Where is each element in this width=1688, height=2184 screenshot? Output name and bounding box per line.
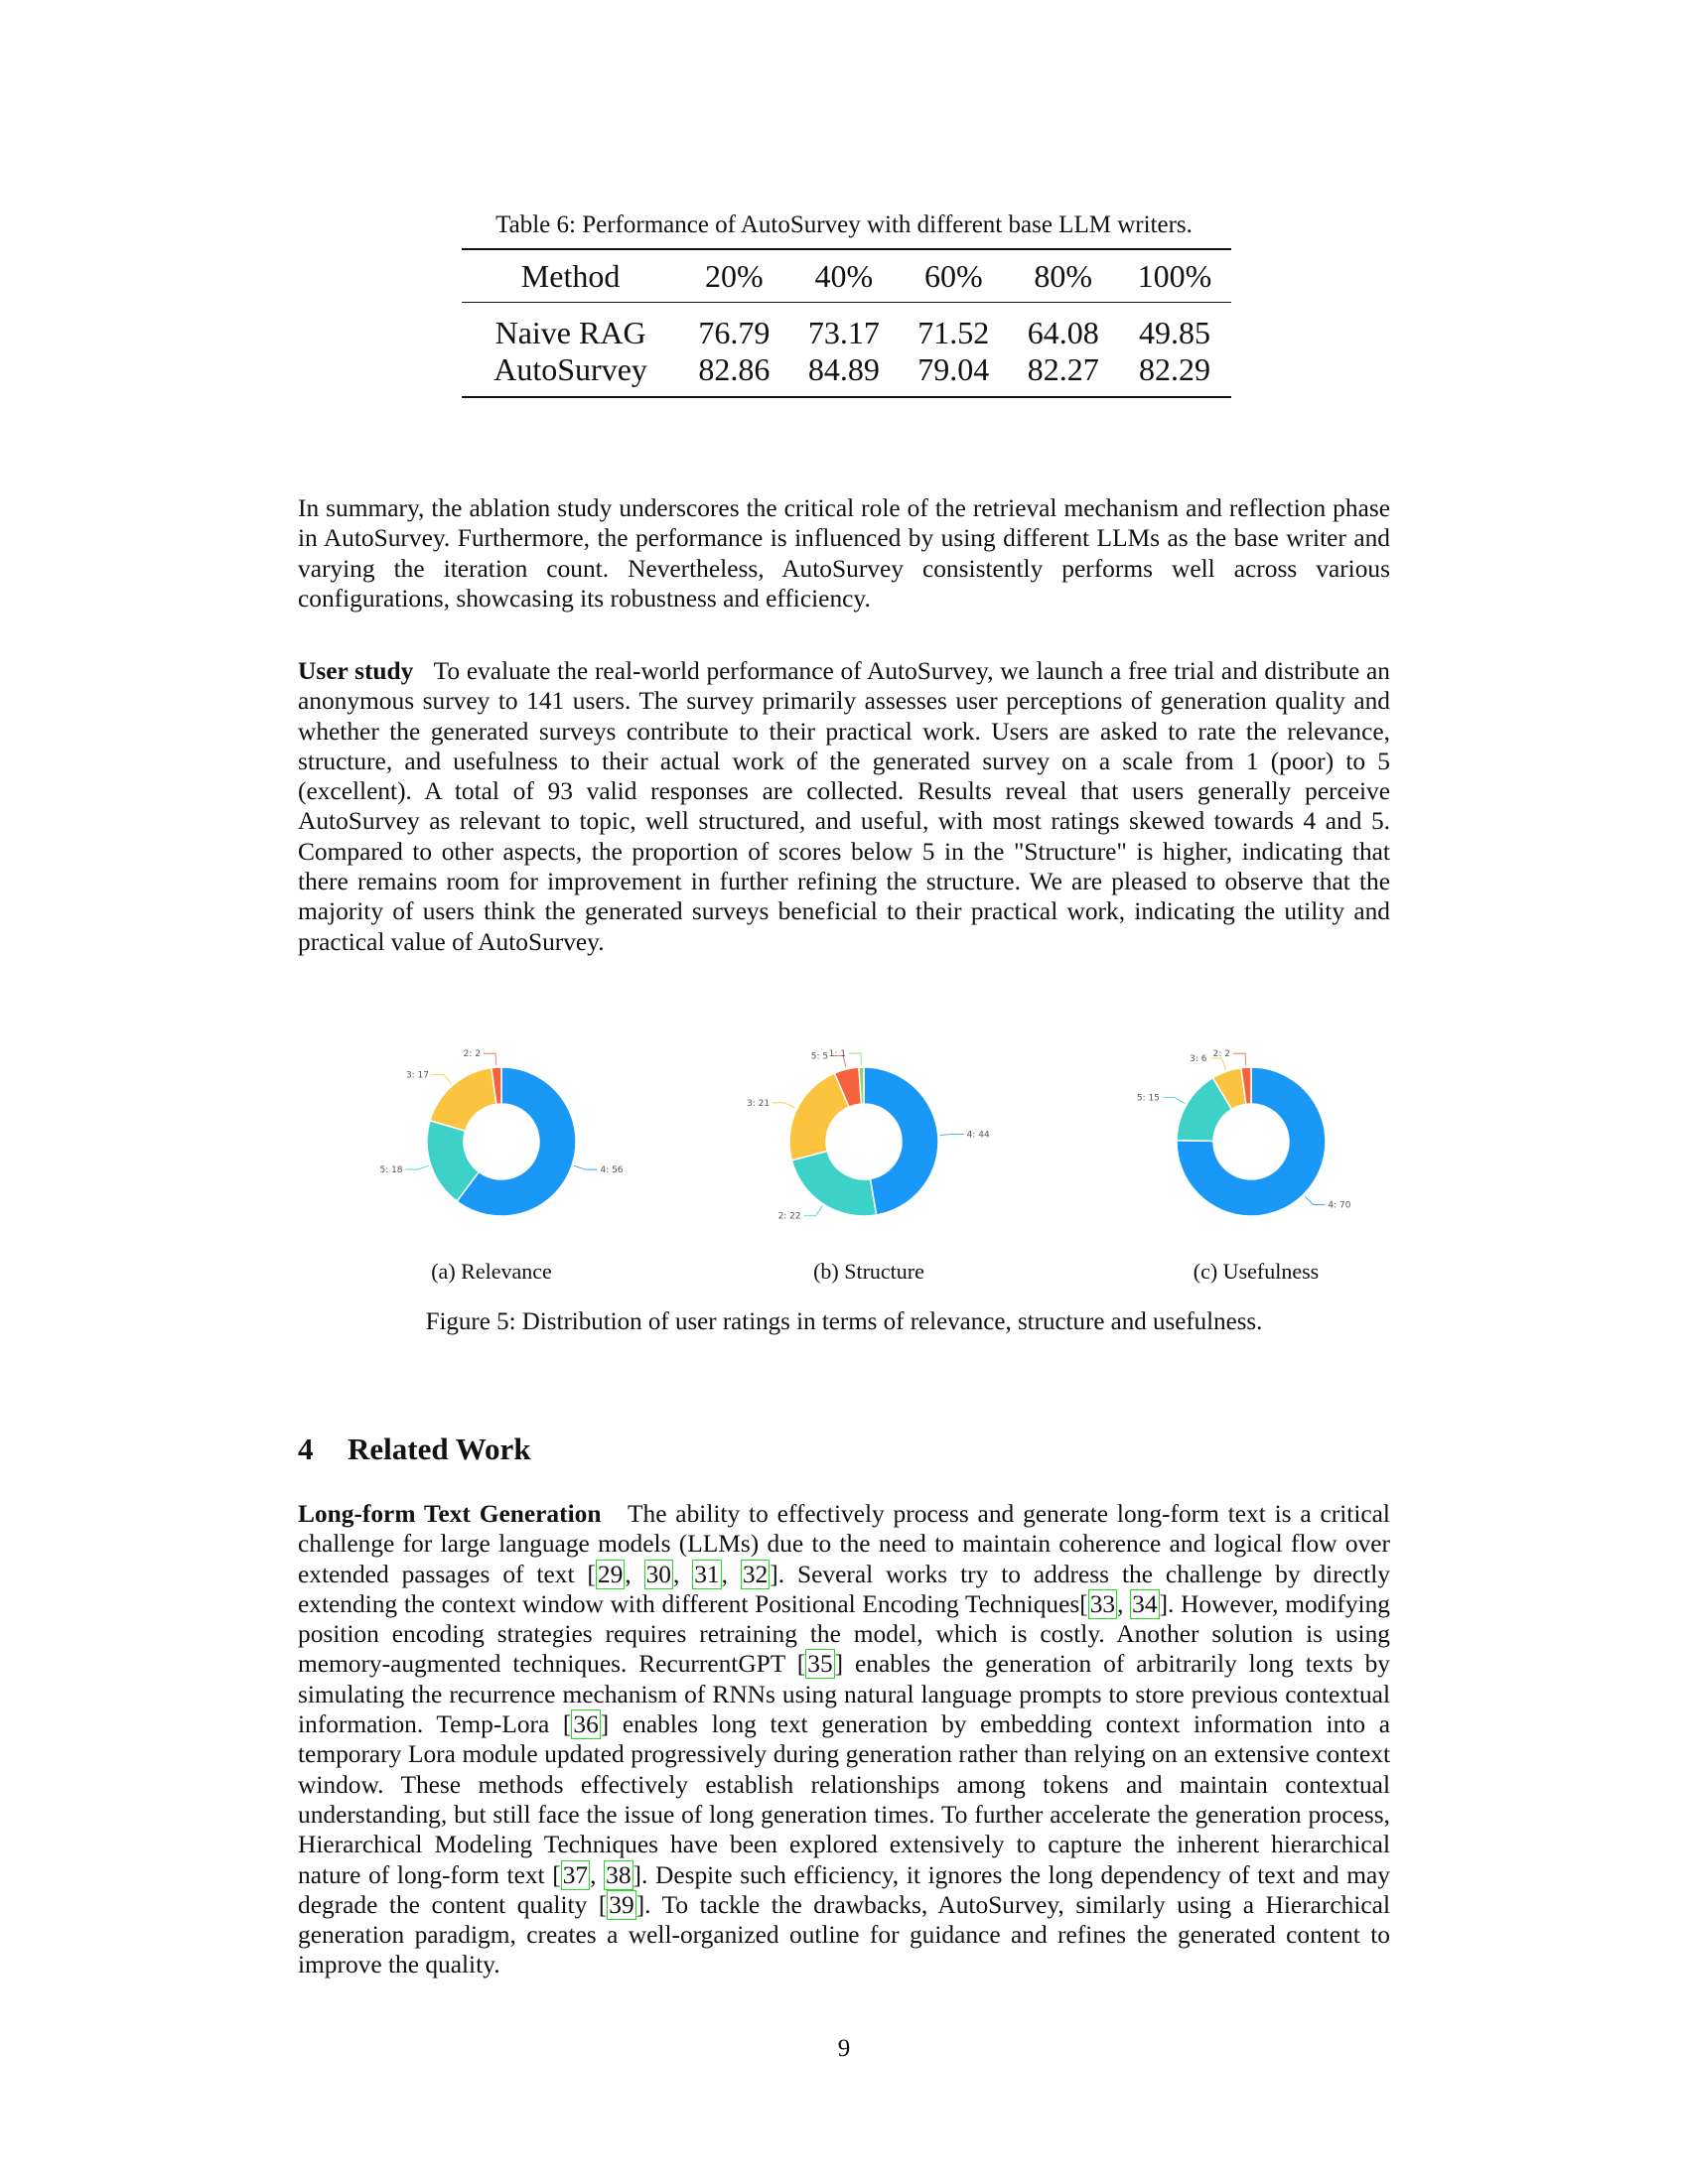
section-number: 4: [298, 1432, 314, 1466]
citation-link[interactable]: 34: [1132, 1589, 1158, 1618]
cell-method: AutoSurvey: [462, 351, 679, 397]
text-segment: ]. To tackle the drawbacks, AutoSurvey, similarly using a Hierarchical generation paradigm, creates a well-organized outline for guidance and refines the generated content to improve the quality.: [298, 1890, 1390, 1979]
header-80: 80%: [1009, 249, 1118, 303]
citation-link[interactable]: 33: [1089, 1589, 1116, 1618]
table-cell: 84.89: [789, 351, 899, 397]
leader-line: [406, 1165, 429, 1169]
performance-table: [462, 248, 1231, 398]
text-segment: The ability to effectively process and generate long-form text is a critical challenge for large language models (LLMs) due to the need to maintain coherence and logical flow over extended passages of text [: [298, 1500, 1390, 1588]
slice-label: 2: 22: [777, 1211, 801, 1222]
cell-method: Naive RAG: [494, 315, 646, 350]
slice-label: 5: 18: [379, 1165, 403, 1176]
leader-line: [804, 1206, 823, 1216]
slice-label: 1: 1: [828, 1049, 846, 1060]
subcaption-usefulness: (c) Usefulness: [1193, 1259, 1320, 1284]
user-study-body: To evaluate the real-world performance of AutoSurvey, we launch a free trial and distribute an anonymous survey to 141 users. The survey primarily assesses user perceptions of generation quality and whether the generated surveys contribute to their practical work. Users are asked to rate the relevance, structure, and usefulness to their actual work of the generated survey on a scale from 1 (poor) to 5 (excellent). A total of 93 valid responses are collected. Results reveal that users generally perceive AutoSurvey as relevant to topic, well structured, and useful, with most ratings skewed towards 4 and 5. Compared to other aspects, the proportion of scores below 5 in the "Structure" is higher, indicating that there remains room for improvement in further refining the structure. We are pleased to observe that the majority of users think the generated surveys beneficial to their practical work, indicating the utility and practical value of AutoSurvey.: [298, 657, 1390, 956]
header-method: Method: [462, 249, 679, 303]
header-100: 100%: [1118, 249, 1231, 303]
text-segment: ] enables the generation of arbitrarily long texts by simulating the recurrence mechanism of RNNs using natural language prompts to store previous contextual information. Temp-Lora [: [298, 1650, 1390, 1739]
subcaption-relevance: (a) Relevance: [431, 1259, 552, 1284]
header-40: 40%: [789, 249, 899, 303]
leader-line: [849, 1053, 861, 1065]
donut-slice: [791, 1152, 876, 1216]
citation-link[interactable]: 31: [694, 1560, 720, 1588]
table-row: [462, 351, 1231, 397]
leader-line: [1210, 1058, 1226, 1069]
donut-chart-structure: [720, 1023, 1008, 1251]
slice-label: 3: 21: [747, 1098, 771, 1109]
table-cell: 73.17: [807, 315, 880, 350]
table-cell: 82.29: [1118, 351, 1231, 397]
citation-link[interactable]: 38: [606, 1860, 632, 1889]
section-title: Related Work: [348, 1432, 531, 1466]
leader-line: [940, 1134, 964, 1135]
leader-line: [432, 1074, 452, 1083]
table-cell: 49.85: [1138, 315, 1210, 350]
longform-paragraph: Long-form Text Generation The ability to effectively process and generate long-form text is a critical challenge for large language models (LLMs) due to the need to maintain coherence and logical flow over extended passages of text [29, 30, 31, 32]. Several works try to address the challenge by directly extending the context window with different Positional Encoding Techniques[33, 34]. However, modifying position encoding strategies requires retraining the model, which is costly. Another solution is using memory-augmented techniques. RecurrentGPT [35] enables the generation of arbitrarily long texts by simulating the recurrence mechanism of RNNs using natural language prompts to store previous contextual information. Temp-Lora [36] enables long text generation by embedding context information into a temporary Lora module updated progressively during generation rather than relying on an extensive context window. These methods effectively establish relationships among tokens and maintain contextual understanding, but still face the issue of long generation times. To further accelerate the generation process, Hierarchical Modeling Techniques have been explored extensively to capture the inherent hierarchical nature of long-form text [37, 38]. Despite such efficiency, it ignores the long dependency of text and may degrade the content quality [39]. To tackle the drawbacks, AutoSurvey, similarly using a Hierarchical generation paradigm, creates a well-organized outline for guidance and refines the generated content to improve the quality.: [298, 1500, 1390, 1979]
user-study-paragraph: [298, 656, 1390, 957]
table-cell: 76.79: [698, 315, 771, 350]
user-study-heading: User study: [298, 657, 414, 685]
leader-line: [1163, 1098, 1185, 1104]
longform-heading: Long-form Text Generation: [298, 1500, 602, 1528]
leader-line: [1305, 1196, 1325, 1205]
section-heading: [298, 1432, 531, 1467]
leader-line: [773, 1103, 795, 1108]
citation-link[interactable]: 36: [573, 1710, 599, 1739]
slice-label: 2: 2: [463, 1049, 481, 1060]
table-caption: Table 6: Performance of AutoSurvey with different base LLM writers.: [495, 211, 1193, 238]
table-cell: 82.27: [1009, 351, 1118, 397]
text-segment: ]. Several works try to address the challenge by directly extending the context window with different Positional Encoding Techniques[: [298, 1560, 1390, 1618]
slice-label: 5: 15: [1136, 1093, 1160, 1104]
donut-slice: [864, 1067, 938, 1215]
text-segment: ]. Despite such efficiency, it ignores the long dependency of text and may degrade the content quality [: [298, 1860, 1390, 1919]
slice-label: 3: 17: [405, 1070, 430, 1081]
leader-line: [574, 1165, 597, 1169]
slice-label: 5: 5: [810, 1051, 829, 1062]
leader-line: [1233, 1053, 1246, 1065]
slice-label: 3: 6: [1190, 1054, 1207, 1065]
slice-label: 4: 56: [600, 1165, 624, 1176]
slice-label: 2: 2: [1212, 1049, 1230, 1060]
donut-slice: [430, 1068, 496, 1132]
figure-caption: Figure 5: Distribution of user ratings in terms of relevance, structure and usefulness.: [425, 1308, 1263, 1335]
table-cell: 82.86: [679, 351, 788, 397]
citation-link[interactable]: 35: [807, 1650, 833, 1679]
summary-paragraph: In summary, the ablation study underscores the critical role of the retrieval mechanism and reflection phase in AutoSurvey. Furthermore, the performance is influenced by using different LLMs as the base writer and varying the iteration count. Nevertheless, AutoSurvey consistently performs well across various configurations, showcasing its robustness and efficiency.: [298, 494, 1390, 613]
table-cell: 79.04: [899, 351, 1008, 397]
citation-link[interactable]: 37: [562, 1860, 589, 1889]
citation-link[interactable]: 39: [609, 1890, 634, 1919]
citation-link[interactable]: 29: [597, 1560, 624, 1588]
donut-chart-usefulness: [1107, 1023, 1395, 1251]
citation-link[interactable]: 32: [742, 1560, 769, 1588]
header-60: 60%: [899, 249, 1008, 303]
page-number: 9: [837, 2035, 851, 2062]
table-header-row: [462, 249, 1231, 303]
table-row: [462, 303, 1231, 352]
slice-label: 4: 70: [1328, 1200, 1351, 1211]
table-cell: 71.52: [917, 315, 990, 350]
slice-label: 4: 44: [966, 1130, 990, 1141]
donut-chart-relevance: [357, 1023, 645, 1251]
text-segment: ] enables long text generation by embedding context information into a temporary Lora module updated progressively during generation rather than relying on an extensive context window. These methods effectively establish relationships among tokens and maintain contextual understanding, but still face the issue of long generation times. To further accelerate the generation process, Hierarchical Modeling Techniques have been explored extensively to capture the inherent hierarchical nature of long-form text [: [298, 1710, 1390, 1889]
citation-link[interactable]: 30: [645, 1560, 671, 1588]
leader-line: [484, 1053, 496, 1065]
subcaption-structure: (b) Structure: [813, 1259, 924, 1284]
table-cell: 64.08: [1027, 315, 1099, 350]
text-segment: ]. However, modifying position encoding strategies requires retraining the model, which is costly. Another solution is using memory-augmented techniques. RecurrentGPT [: [298, 1589, 1390, 1679]
header-20: 20%: [679, 249, 788, 303]
